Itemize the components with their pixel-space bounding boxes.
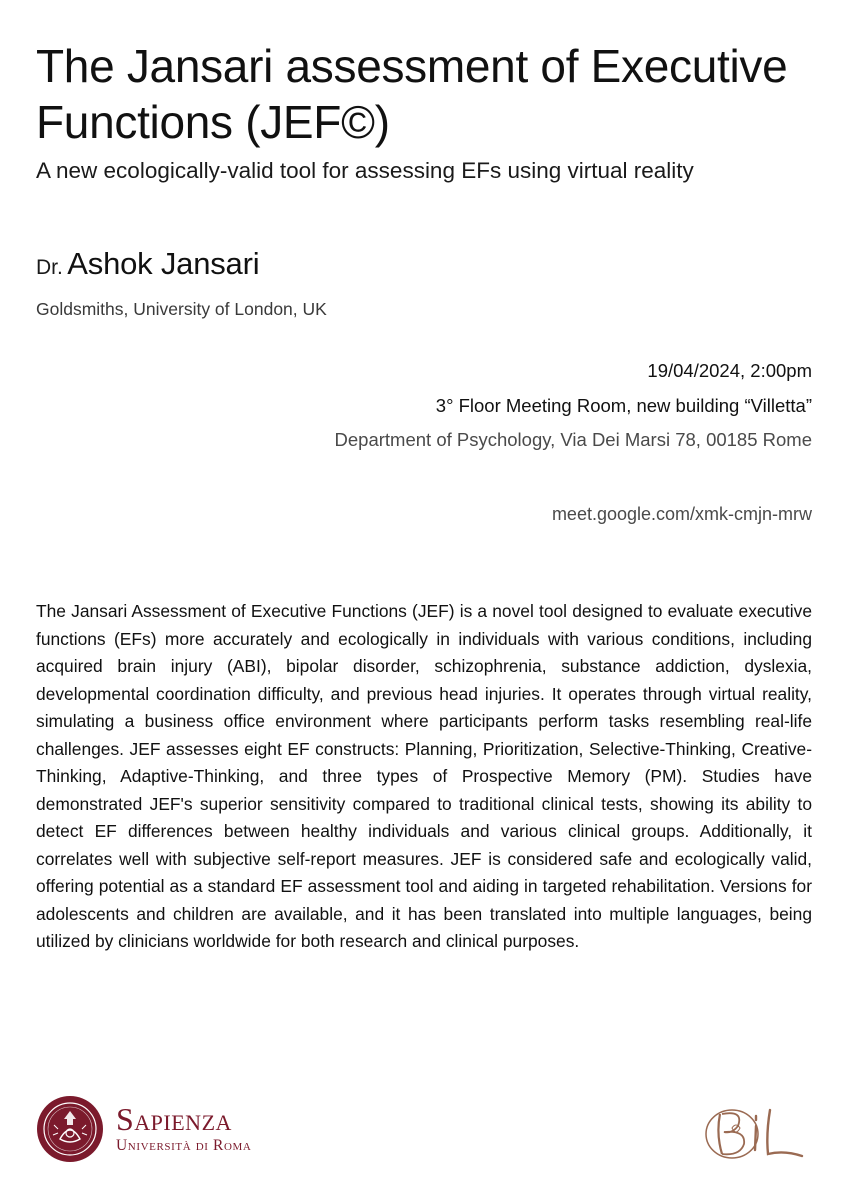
- bil-lab-logo-icon: [698, 1100, 808, 1164]
- meeting-link[interactable]: meet.google.com/xmk-cmjn-mrw: [551, 504, 812, 524]
- university-name: Sapienza: [116, 1101, 232, 1137]
- speaker: [36, 246, 259, 282]
- sapienza-wordmark: [116, 1103, 251, 1155]
- speaker-title-prefix: Dr.: [36, 256, 63, 279]
- speaker-name: Ashok Jansari: [67, 246, 260, 281]
- sapienza-logo: [36, 1094, 251, 1164]
- abstract-text: The Jansari Assessment of Executive Functions (JEF) is a novel tool designed to evaluate executive functions (EFs) more accurately and ecologically in individuals with various conditions, including acquired brain injury (ABI), bipolar disorder, schizophrenia, substance addiction, dyslexia, developmental coordination difficulty, and previous head injuries. It operates through virtual reality, simulating a business office environment where participants perform tasks resembling real-life challenges. JEF assesses eight EF constructs: Planning, Prioritization, Selective-Thinking, Creative-Thinking, Adaptive-Thinking, and three types of Prospective Memory (PM). Studies have demonstrated JEF's superior sensitivity compared to traditional clinical tests, showing its ability to detect EF differences between healthy individuals and various clinical groups. Additionally, it correlates well with subjective self-report measures. JEF is considered safe and ecologically valid, offering potential as a standard EF assessment tool and aiding in targeted rehabilitation. Versions for adolescents and children are available, and it has been translated into multiple languages, being utilized by clinicians worldwide for both research and clinical purposes.: [36, 601, 812, 951]
- event-department: Department of Psychology, Via Dei Marsi 78, 00185 Rome: [334, 429, 812, 450]
- sapienza-seal-icon: [36, 1095, 104, 1163]
- university-subtitle: Università di Roma: [116, 1137, 252, 1154]
- page-title: The Jansari assessment of Executive Functions (JEF©): [36, 40, 788, 148]
- page-subtitle: A new ecologically-valid tool for assessing EFs using virtual reality: [36, 158, 694, 183]
- bil-lab-logo: [698, 1100, 808, 1164]
- speaker-affiliation: Goldsmiths, University of London, UK: [36, 299, 327, 319]
- event-datetime: 19/04/2024, 2:00pm: [647, 360, 812, 381]
- event-room: 3° Floor Meeting Room, new building “Villetta”: [435, 395, 812, 416]
